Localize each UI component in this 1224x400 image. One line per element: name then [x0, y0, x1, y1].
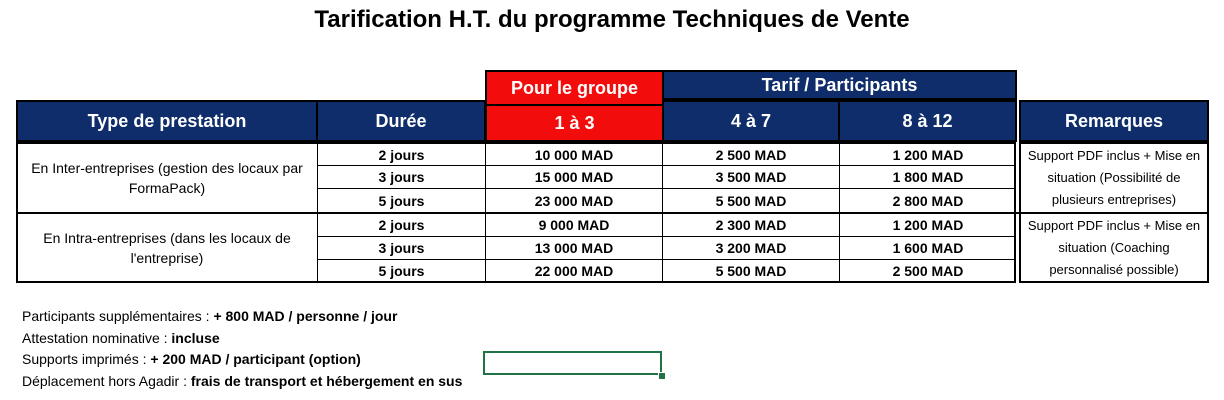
note-value: incluse	[171, 329, 220, 346]
header-4-a-7: 4 à 7	[662, 100, 840, 142]
duree-cell: 3 jours	[378, 240, 425, 256]
price-4-7: 5 500 MAD	[715, 262, 787, 279]
header-duree: Durée	[316, 100, 486, 142]
note-label: Attestation nominative :	[22, 329, 172, 346]
duree-cell: 3 jours	[378, 169, 425, 185]
duree-cell: 5 jours	[378, 192, 425, 209]
fill-handle[interactable]	[658, 372, 666, 380]
price-4-7: 3 200 MAD	[715, 240, 787, 256]
note-label: Participants supplémentaires :	[22, 308, 214, 324]
price-4-7: 2 300 MAD	[715, 217, 787, 233]
remarque-inter: Support PDF inclus + Mise en situation (Possibilité de plusieurs entreprises)	[1027, 148, 1201, 207]
price-8-12: 1 800 MAD	[892, 169, 964, 185]
duree-cell: 5 jours	[378, 262, 425, 279]
price-8-12: 1 600 MAD	[892, 240, 964, 256]
note-line	[22, 328, 462, 350]
price-4-7: 2 500 MAD	[715, 146, 787, 163]
price-1-3: 9 000 MAD	[538, 217, 610, 233]
remarque-intra: Support PDF inclus + Mise en situation (Coaching personnalisé possible)	[1027, 217, 1201, 277]
header-remarques: Remarques	[1019, 100, 1209, 142]
price-8-12: 2 500 MAD	[892, 262, 964, 279]
price-4-7: 3 500 MAD	[715, 169, 787, 185]
price-8-12: 1 200 MAD	[892, 146, 964, 163]
header-tarif-participants: Tarif / Participants	[662, 70, 1017, 100]
price-8-12: 1 200 MAD	[892, 217, 964, 233]
price-1-3: 23 000 MAD	[534, 192, 614, 209]
header-1-a-3: 1 à 3	[485, 104, 664, 142]
duree-cell: 2 jours	[378, 146, 425, 163]
header-pour-le-groupe: Pour le groupe	[485, 70, 664, 106]
note-line	[22, 306, 462, 328]
note-label: Supports imprimés :	[22, 351, 151, 367]
type-intra-entreprises: En Intra-entreprises (dans les locaux de l'entreprise)	[43, 229, 291, 266]
price-4-7: 5 500 MAD	[715, 192, 787, 209]
duree-cell: 2 jours	[378, 217, 425, 233]
note-label: Déplacement hors Agadir :	[22, 372, 191, 389]
price-1-3: 10 000 MAD	[534, 146, 614, 163]
selected-cell[interactable]	[483, 351, 662, 375]
note-value: + 200 MAD / participant (option)	[150, 351, 361, 367]
note-line	[22, 349, 462, 371]
price-8-12: 2 800 MAD	[892, 192, 964, 209]
price-1-3: 22 000 MAD	[534, 262, 614, 279]
note-value: frais de transport et hébergement en sus	[190, 372, 463, 389]
note-value: + 800 MAD / personne / jour	[213, 308, 398, 324]
header-8-a-12: 8 à 12	[838, 100, 1017, 142]
page-title: Tarification H.T. du programme Techniques de Vente	[314, 6, 910, 33]
notes-section	[22, 306, 462, 392]
price-1-3: 15 000 MAD	[534, 169, 614, 185]
header-type-prestation: Type de prestation	[16, 100, 318, 142]
type-inter-entreprises: En Inter-entreprises (gestion des locaux par FormaPack)	[31, 160, 303, 196]
price-1-3: 13 000 MAD	[534, 240, 614, 256]
note-line	[22, 371, 462, 393]
